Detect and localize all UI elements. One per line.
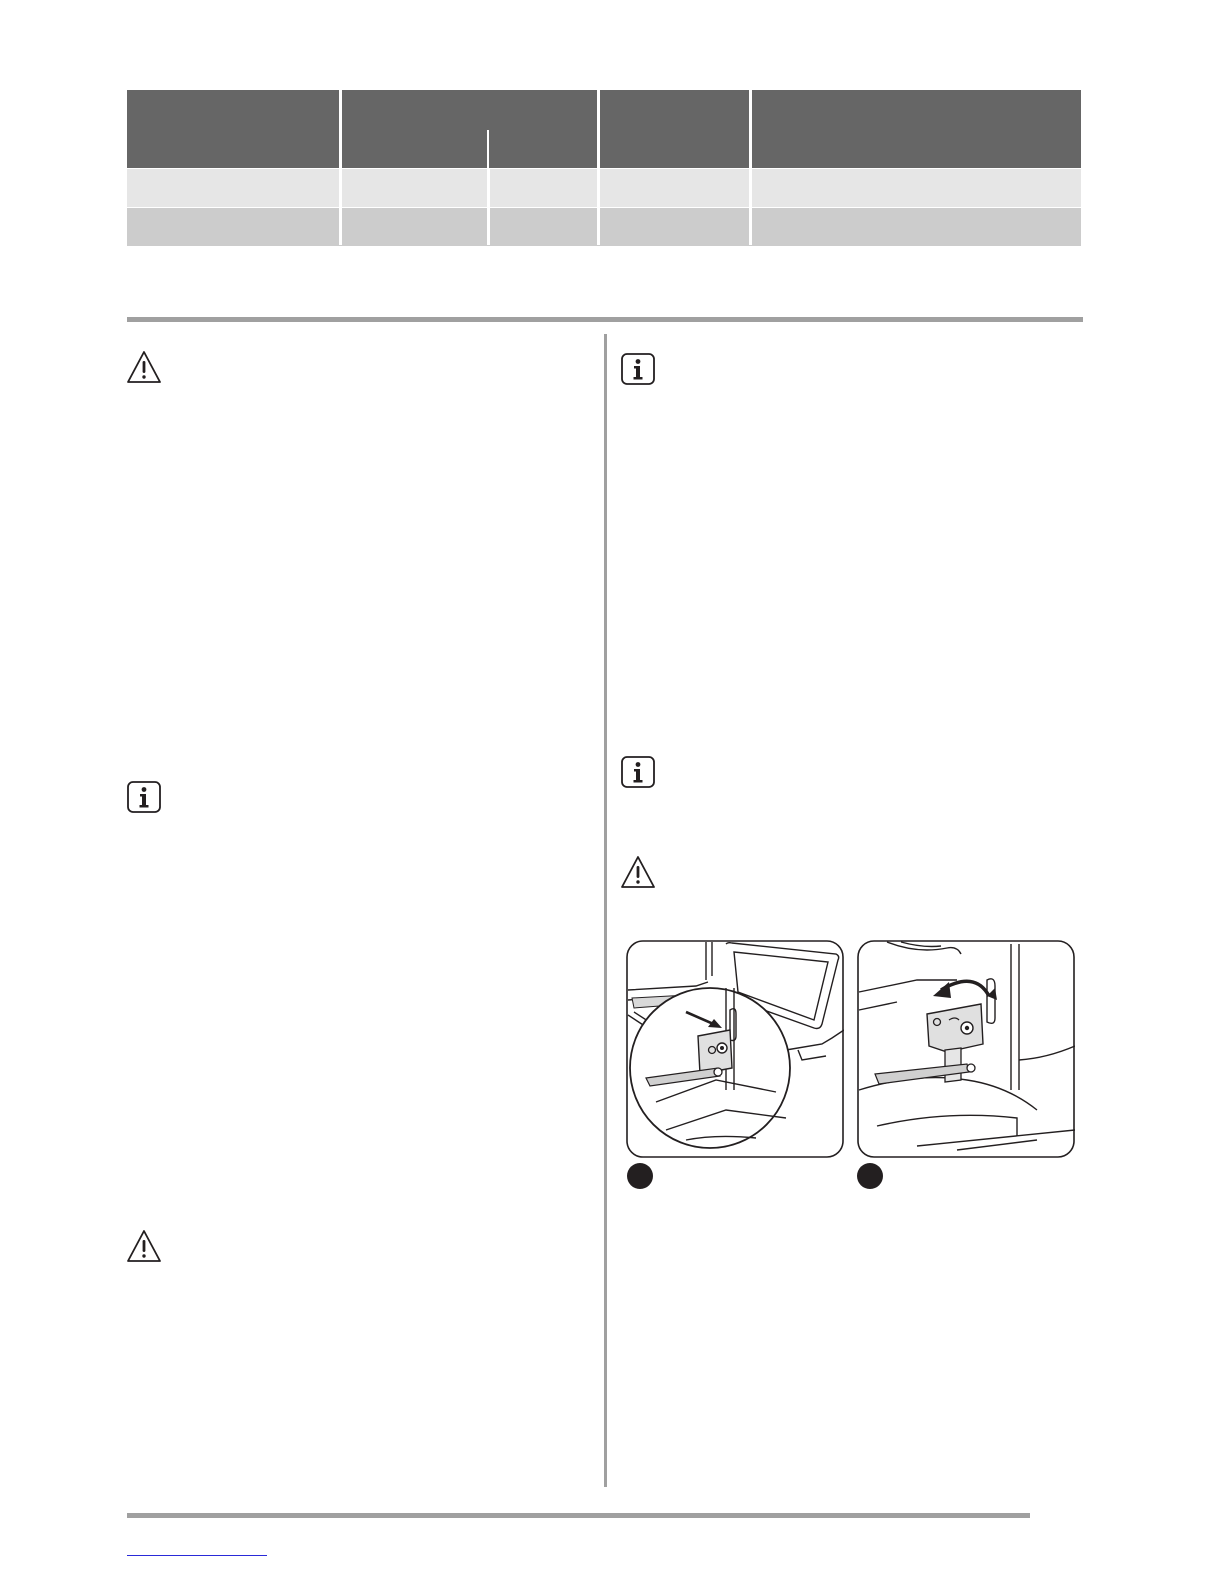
table-row [127,169,1081,207]
table-column-separator [487,169,490,245]
warning-triangle-icon [126,1229,162,1263]
section-rule-bottom [127,1513,1030,1518]
table-header-subdivider [487,130,489,168]
table-column-separator [339,90,342,245]
hinge-lever-illustration [857,940,1075,1158]
table-column-separator [597,90,600,245]
column-divider [604,334,607,1487]
hinge-release-illustration [626,940,844,1158]
table-column-separator [749,90,752,245]
info-box-icon [620,755,656,789]
data-table [127,90,1081,245]
table-row [127,208,1081,246]
section-rule-top [127,317,1083,322]
figure-badge [627,1163,653,1189]
info-box-icon [126,780,162,814]
table-header-row [127,90,1081,168]
footer-link-underline[interactable] [127,1555,267,1556]
info-box-icon [620,352,656,386]
warning-triangle-icon [126,350,162,384]
figure-badge [857,1163,883,1189]
warning-triangle-icon [620,855,656,889]
